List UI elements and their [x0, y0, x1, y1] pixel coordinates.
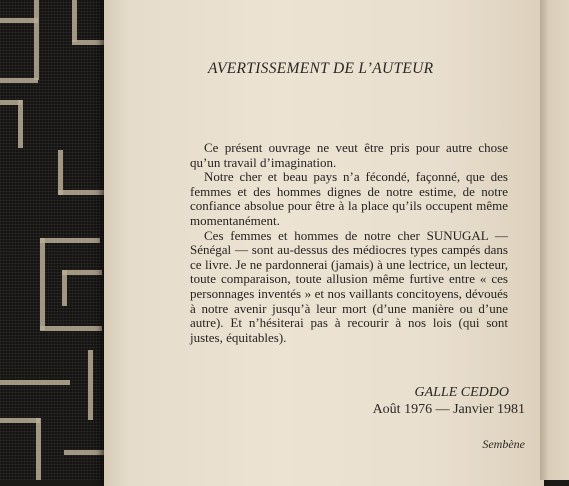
paragraph-3: Ces femmes et hommes de notre cher SUNUGAL — Sénégal — sont au-dessus des médiocres types campés dans ce livre. Je ne pardonnerai (jamais) à une lectrice, un lecteur, toute comparaison, toute allusion même furtive entre « ces personnages inventés » et nos vaillants concitoyens, dévoués à notre avenir jusqu’à leur mort (d’une manière ou d’une autre). Et n’hésiterai pas à recourir à nos lois (qui sont justes, équitables).	[190, 227, 508, 345]
signature-name: GALLE CEDDO	[414, 385, 509, 400]
paragraph-2: Notre cher et beau pays n’a fécondé, façonné, que des femmes et des hommes dignes de notre estime, de notre confiance absolue pour être à la place qu’ils occupent même momentanément.	[190, 169, 508, 228]
next-page-edge	[540, 0, 569, 480]
body-text	[190, 141, 508, 345]
paragraph-1: Ce présent ouvrage ne veut être pris pour autre chose qu’un travail d’imagination.	[190, 140, 508, 170]
signature-dates: Août 1976 — Janvier 1981	[372, 402, 525, 417]
author-name: Sembène	[482, 437, 525, 451]
woven-fabric-background	[0, 0, 112, 480]
page-title: AVERTISSEMENT DE L’AUTEUR	[208, 60, 434, 77]
